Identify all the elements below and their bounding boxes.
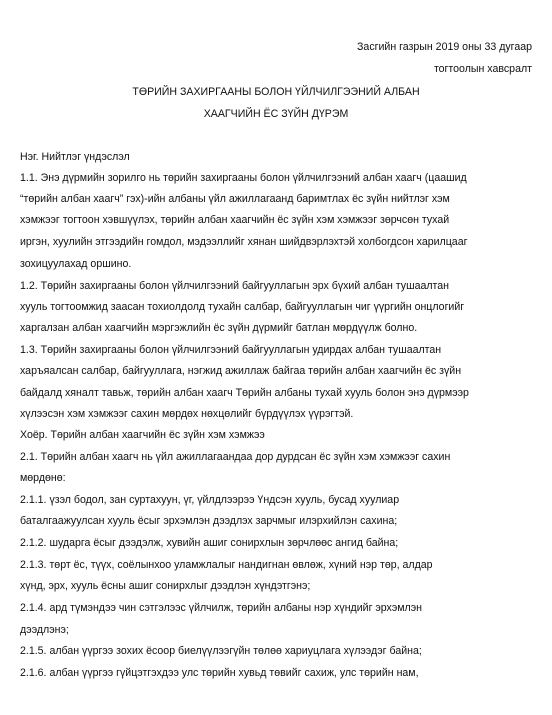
header-resolution-line: Засгийн газрын 2019 оны 33 дугаар [357, 41, 532, 53]
document-title-line-2: ХААГЧИЙН ЁС ЗҮЙН ДҮРЭМ [203, 108, 349, 120]
list-item-line: 2.1.2. шударга ёсыг дээдэлж, хувийн ашиг сонирхлын зөрчлөөс ангид байна; [20, 537, 399, 549]
body-line: 1.3. Төрийн захиргааны болон үйлчилгээний байгууллагын удирдах албан тушаалтан [20, 344, 442, 356]
body-line: иргэн, хуулийн этгээдийн гомдол, мэдээллийг хянан шийдвэрлэхтэй холбогдсон харилцааг [20, 236, 468, 248]
body-line: 1.1. Энэ дүрмийн зорилго нь төрийн захиргааны болон үйлчилгээний албан хаагч (цаашид [20, 172, 467, 184]
list-item-line: 2.1.5. албан үүргээ зохих ёсоор биелүүлээгүйн төлөө хариуцлага хүлээдэг байна; [20, 645, 422, 657]
body-line: хүлээсэн хэм хэмжээг сахин мөрдөх нөхцөлийг бүрдүүлэх үүрэгтэй. [20, 408, 354, 420]
body-line: харгалзан албан хаагчийн мэргэжлийн ёс зүйн дүрмийг батлан мөрдүүлж болно. [20, 322, 418, 334]
body-line: зохицуулахад оршино. [20, 258, 132, 270]
body-line: 2.1. Төрийн албан хаагч нь үйл ажиллагаандаа дор дурдсан ёс зүйн хэм хэмжээг сахин [20, 451, 451, 463]
body-line: байдалд хяналт тавьж, төрийн албан хаагч Төрийн албаны тухай хууль болон энэ дүрмээр [20, 387, 469, 399]
body-line: хүнд, эрх, хууль ёсны ашиг сонирхлыг дээдлэн хүндэтгэнэ; [20, 580, 311, 592]
body-line: баталгаажуулсан хууль ёсыг эрхэмлэн дээдлэх зарчмыг илэрхийлэн сахина; [20, 515, 398, 527]
section-heading: Хоёр. Төрийн албан хаагчийн ёс зүйн хэм хэмжээ [20, 429, 265, 441]
list-item-line: 2.1.3. төрт ёс, түүх, соёлынхоо уламжлалыг нандигнан өвлөж, хүний нэр төр, алдар [20, 559, 433, 571]
section-heading: Нэг. Нийтлэг үндэслэл [20, 151, 130, 163]
body-line: 1.2. Төрийн захиргааны болон үйлчилгээний байгууллагын эрх бүхий албан тушаалтан [20, 280, 450, 292]
list-item-line: 2.1.1. үзэл бодол, зан суртахуун, үг, үйлдлээрээ Үндсэн хууль, бусад хуулиар [20, 494, 400, 506]
body-line: мөрдөнө: [20, 472, 66, 484]
header-annex-line: тогтоолын хавсралт [433, 63, 532, 75]
body-line: хууль тогтоомжид заасан тохиолдолд тухайн салбар, байгууллагын чиг үүргийн онцлогийг [20, 301, 465, 313]
body-line: дээдлэнэ; [20, 624, 69, 636]
body-line: харъяалсан салбар, байгууллага, нэгжид ажиллаж байгаа төрийн албан хаагчийн ёс зүйн [20, 365, 462, 377]
body-line: “төрийн албан хаагч” гэх)-ийн албаны үйл ажиллагаанд баримтлах ёс зүйн нийтлэг хэм [20, 193, 450, 205]
body-line: хэмжээг тогтоон хэвшүүлэх, төрийн албан хаагчийн ёс зүйн хэм хэмжээг зөрчсөн тухай [20, 214, 450, 226]
document-title-line-1: ТӨРИЙН ЗАХИРГААНЫ БОЛОН ҮЙЛЧИЛГЭЭНИЙ АЛБАН [132, 86, 420, 98]
list-item-line: 2.1.6. албан үүргээ гүйцэтгэхдээ улс төрийн хувьд төвийг сахиж, улс төрийн нам, [20, 667, 419, 679]
list-item-line: 2.1.4. ард түмэндээ чин сэтгэлээс үйлчилж, төрийн албаны нэр хүндийг эрхэмлэн [20, 602, 422, 614]
